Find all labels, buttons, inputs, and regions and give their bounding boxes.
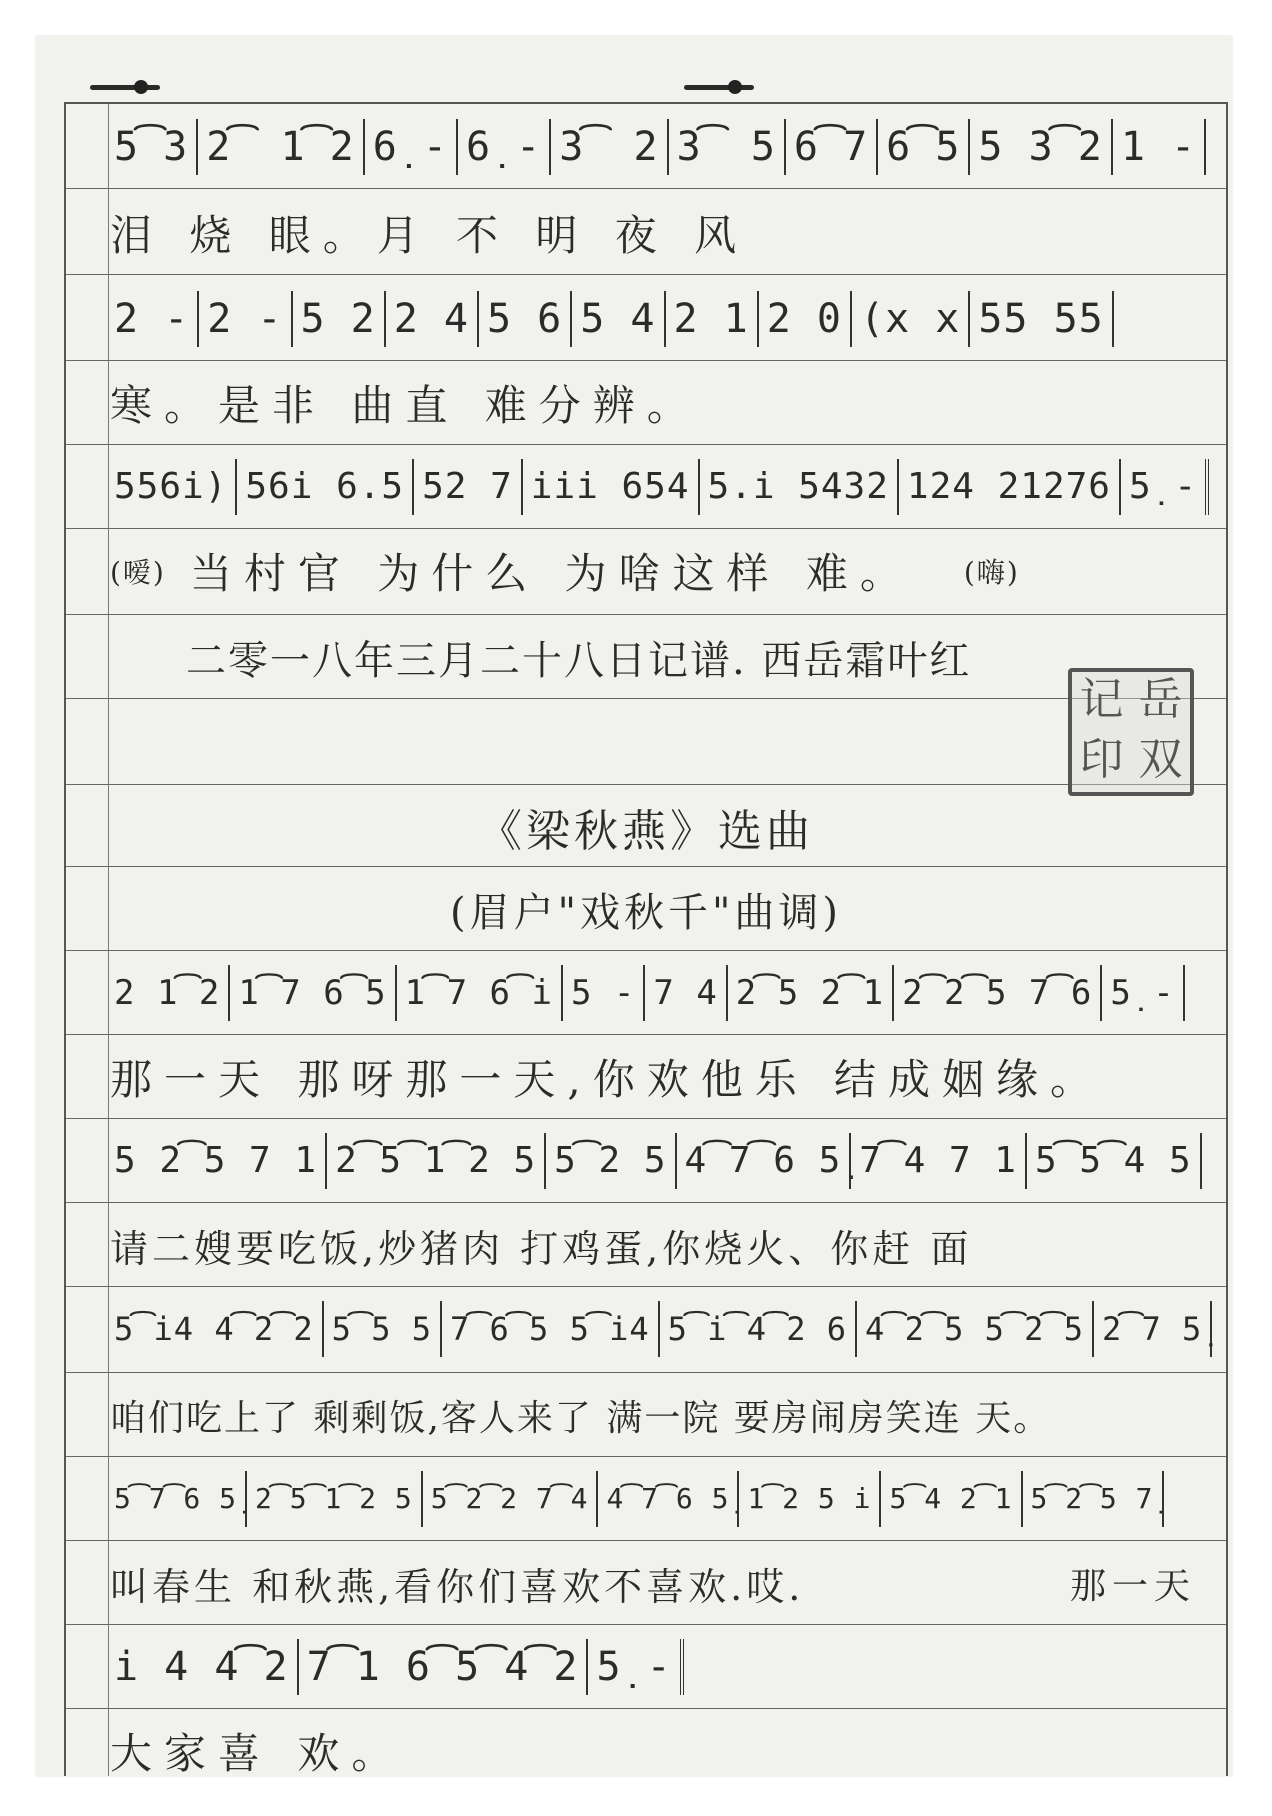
lyric-text: 咱们吃上了 剩剩饭,客人来了 满一院 要房闹房笑连 天。 bbox=[110, 1397, 1052, 1439]
ruled-frame bbox=[64, 102, 1228, 1776]
measure: 52 7 bbox=[414, 459, 523, 515]
song-title: 《梁秋燕》选曲 bbox=[478, 806, 814, 857]
measure: 2͡5͡1͡2 5 bbox=[327, 1133, 546, 1189]
notebook-page bbox=[36, 36, 1232, 1776]
measure: 6͡5 bbox=[878, 119, 970, 175]
measure: 7͡6͡5 5͡i4 bbox=[442, 1301, 660, 1357]
date-signature: 二零一八年三月二十八日记谱. 西岳霜叶红 bbox=[186, 637, 972, 684]
notation-row bbox=[66, 1624, 1226, 1710]
measure: 3͡ 5 bbox=[669, 119, 786, 175]
notation-row bbox=[66, 950, 1226, 1036]
measure: 5 3͡2 bbox=[970, 119, 1112, 175]
seal-char: 岳 bbox=[1138, 674, 1183, 725]
notation-row bbox=[66, 1118, 1226, 1204]
lyric-row bbox=[66, 190, 1226, 276]
measure: 2 0 bbox=[759, 291, 852, 347]
song-title-row bbox=[66, 784, 1226, 870]
measure: 56i 6.5 bbox=[237, 459, 414, 515]
lyric-row bbox=[66, 1708, 1226, 1776]
measure: 2 1͡2 bbox=[106, 965, 230, 1021]
measure: 5̣ - bbox=[1102, 965, 1184, 1021]
measure: 1͡2 5 i bbox=[739, 1471, 881, 1527]
measure: 2͡2͡5 7͡6 bbox=[894, 965, 1102, 1021]
measure: 6̣ - bbox=[365, 119, 458, 175]
lyric-text: 请二嫂要吃饭,炒猪肉 打鸡蛋,你烧火、你赶 面 bbox=[110, 1226, 973, 1271]
measure: 6͡7 bbox=[786, 119, 878, 175]
lyric-row bbox=[66, 1540, 1226, 1626]
song-subtitle-row bbox=[66, 866, 1226, 952]
measure: 2 1 bbox=[666, 291, 759, 347]
lyric-suffix: (嗨) bbox=[963, 556, 1020, 589]
measure: 4͡7͡6 5̣ bbox=[598, 1471, 739, 1527]
lyric-prefix: (嗳) bbox=[110, 556, 166, 589]
measure: 6̣ - bbox=[458, 119, 551, 175]
measure: 7͡4 7 1 bbox=[851, 1133, 1027, 1189]
lyric-text: 寒。是非 曲直 难分辨。 bbox=[110, 381, 701, 430]
measure: 5͡3 bbox=[106, 119, 198, 175]
lyric-text: 泪 烧 眼。月 不 明 夜 风 bbox=[110, 211, 749, 260]
notation-row bbox=[66, 104, 1226, 190]
measure: 2 - bbox=[106, 291, 199, 347]
notation-row bbox=[66, 444, 1226, 530]
notation-row bbox=[66, 1286, 1226, 1372]
measure: 5 6 bbox=[479, 291, 572, 347]
measure: 1͡7 6͡5 bbox=[230, 965, 396, 1021]
measure: 124 21276 bbox=[899, 459, 1121, 515]
measure: 2͡5͡1͡2 5 bbox=[247, 1471, 423, 1527]
lyric-row bbox=[66, 360, 1226, 446]
signature-line bbox=[66, 614, 1226, 700]
lyric-text: 那一天 那呀那一天,你欢他乐 结成姻缘。 bbox=[110, 1055, 1105, 1104]
measure: 2͡7 5̣ bbox=[1094, 1301, 1212, 1357]
measure: 3͡ 2 bbox=[551, 119, 668, 175]
measure: 5͡2 5 bbox=[546, 1133, 676, 1189]
song-subtitle: (眉户"戏秋千"曲调) bbox=[449, 889, 842, 936]
notation-row bbox=[66, 1456, 1226, 1542]
measure: 2͡5 2͡1 bbox=[728, 965, 894, 1021]
measure: 5̣ - bbox=[588, 1639, 683, 1695]
measure: 2 4 bbox=[386, 291, 479, 347]
measure: 5͡2͡5 7̣ bbox=[1023, 1471, 1164, 1527]
seal-stamp bbox=[1068, 668, 1194, 796]
measure: i 4 4͡2 bbox=[106, 1639, 299, 1695]
measure: 7 4 bbox=[645, 965, 727, 1021]
seal-char: 双 bbox=[1138, 734, 1183, 785]
measure: 556i) bbox=[106, 459, 237, 515]
measure: 55 55 bbox=[970, 291, 1113, 347]
lyric-text: 当村官 为什么 为啥这样 难。 bbox=[189, 549, 914, 598]
measure: 5 2 bbox=[293, 291, 386, 347]
measure: 5͡i͡4͡2 6 bbox=[660, 1301, 857, 1357]
lyric-right-note: 那一天 bbox=[1069, 1565, 1196, 1607]
measure: 7͡1 6͡5͡4͡2 bbox=[299, 1639, 589, 1695]
measure: 4͡7͡6 5̣ bbox=[677, 1133, 852, 1189]
lyric-text: 大家喜 欢。 bbox=[110, 1729, 406, 1776]
seal-char: 印 bbox=[1079, 734, 1124, 785]
measure: (x x bbox=[852, 291, 970, 347]
lyric-row bbox=[66, 1372, 1226, 1458]
seal-char: 记 bbox=[1079, 674, 1124, 725]
measure: 1͡7 6͡i bbox=[397, 965, 563, 1021]
measure: 2͡ 1͡2 bbox=[198, 119, 365, 175]
measure: 5 - bbox=[563, 965, 645, 1021]
lyric-text: 叫春生 和秋燕,看你们喜欢不喜欢.哎. bbox=[110, 1564, 805, 1609]
binding-mark-icon bbox=[90, 78, 166, 96]
measure: iii 654 bbox=[523, 459, 700, 515]
measure: 5 2͡5 7 1 bbox=[106, 1133, 327, 1189]
measure: 5͡i4 4͡2͡2 bbox=[106, 1301, 324, 1357]
measure: 2 - bbox=[199, 291, 292, 347]
binding-mark-icon bbox=[684, 78, 760, 96]
lyric-row bbox=[66, 1034, 1226, 1120]
measure: 5͡5 5 bbox=[324, 1301, 442, 1357]
measure: 5̣ - bbox=[1121, 459, 1209, 515]
measure: 5͡5͡4 5 bbox=[1027, 1133, 1202, 1189]
lyric-row bbox=[66, 528, 1226, 614]
measure: 5 4 bbox=[572, 291, 665, 347]
measure: 4͡2͡5 5͡2͡5 bbox=[857, 1301, 1094, 1357]
measure: 5͡7͡6 5̣ bbox=[106, 1471, 247, 1527]
lyric-row bbox=[66, 1202, 1226, 1288]
measure: 5͡2͡2 7͡4 bbox=[423, 1471, 599, 1527]
measure: 5.i 5432 bbox=[700, 459, 899, 515]
measure: 1 - bbox=[1113, 119, 1206, 175]
measure: 5͡4 2͡1 bbox=[881, 1471, 1022, 1527]
notation-row bbox=[66, 276, 1226, 362]
